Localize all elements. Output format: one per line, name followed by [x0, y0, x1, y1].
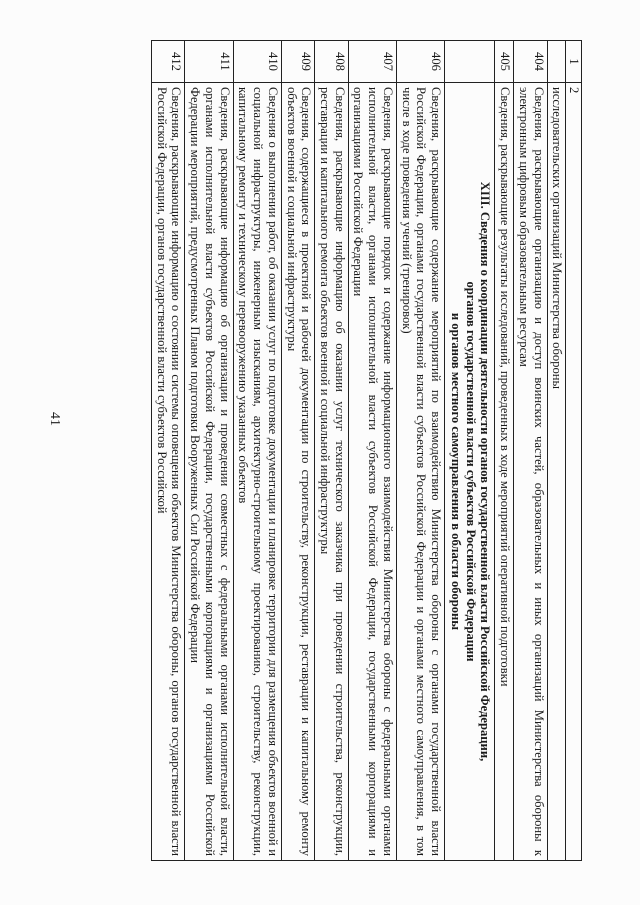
table-row [396, 41, 444, 861]
text-line: XIII. Сведения о координации деятельности органов государственной власти Российской Федерации, [478, 181, 493, 762]
table-row [495, 41, 514, 861]
table-row [281, 41, 314, 861]
page-number: 41 [47, 412, 62, 426]
item-description [151, 83, 184, 861]
item-description [495, 83, 514, 861]
item-number: 408 [315, 41, 348, 83]
text-line: Сведения, содержащиеся в проектной и рабочей документации по строительству, реконструкции, реставрации и капитальному ремонту объектов военной и социальной инфраструктуры [284, 87, 314, 856]
table-row [151, 41, 184, 861]
text-line: Сведения, раскрывающие содержание мероприятий по взаимодействию Министерства обороны с органами государственной власти Российской Федерации, органами государственной власти субъектов Российской Федерации и органами местного самоуправления, в том числе в ходе проведения учений (тренировок) [399, 87, 444, 856]
rotated-table-frame [88, 40, 582, 860]
text-line: Сведения о выполнении работ, об оказании услуг по подготовке документации и планировке территории для размещения объектов военной и социальной инфраструктуры, инженерным изысканиям, архитектурно-строительному проектированию, строительству, реконструкции, капитальному ремонту и техническому перевооружению указанных объектов [236, 87, 280, 856]
table-row [348, 41, 396, 861]
section-heading [445, 83, 495, 861]
item-number: 406 [396, 41, 444, 83]
table-row [233, 41, 281, 861]
information-list-table [151, 40, 582, 861]
item-description [514, 83, 547, 861]
item-number: 407 [348, 41, 396, 83]
item-number: 412 [151, 41, 184, 83]
item-description [281, 83, 314, 861]
text-line: и органов местного самоуправления в области обороны [448, 312, 463, 631]
item-number [547, 41, 566, 83]
text-line: Сведения, раскрывающие информацию об организации и проведении совместных с федеральными органами исполнительной власти, органами исполнительной власти субъектов Российской Федерации, государственными корпорациями и организациями Российской Федерации мероприятий, предусмотренных Планом подготовки Вооруженных Сил Российской Федерации [188, 87, 232, 856]
item-number: 409 [281, 41, 314, 83]
item-description [185, 83, 233, 861]
text-line: Сведения, раскрывающие организацию и доступ воинских частей, образовательных и иных организаций Министерства обороны к электронным цифровым образовательным ресурсам [516, 87, 546, 856]
item-description [547, 83, 566, 861]
table-row [514, 41, 547, 861]
item-number: 405 [495, 41, 514, 83]
item-description [233, 83, 281, 861]
item-description [315, 83, 348, 861]
item-description [348, 83, 396, 861]
column-2-header: 2 [566, 83, 582, 861]
item-number: 404 [514, 41, 547, 83]
item-number [445, 41, 495, 83]
text-line: Сведения, раскрывающие порядок и содержание информационного взаимодействия Министерства обороны с федеральными органами исполнительной власти, органами исполнительной власти субъектов Российской Федерации, государственными корпорациями и организациями Российской Федерации [351, 87, 395, 856]
item-description [396, 83, 444, 861]
column-1-header: 1 [566, 41, 582, 83]
item-number: 410 [233, 41, 281, 83]
column-number-header-row [566, 41, 582, 861]
text-line: Сведения, раскрывающие результаты исследований, проведенных в ходе мероприятий оперативной подготовки [498, 87, 513, 687]
text-line: органов государственной власти субъектов Российской Федерации [463, 281, 478, 662]
table-body [151, 41, 581, 861]
table-row [315, 41, 348, 861]
text-line: Сведения, раскрывающие информацию об оказании услуг технического заказчика при проведении строительства, реконструкции, реставрации и капитального ремонта объектов военной и социальной инфраструктуры [317, 87, 347, 856]
item-number: 411 [185, 41, 233, 83]
text-line: Сведения, раскрывающие информацию о состоянии системы оповещения объектов Министерства обороны, органов государственной власти Российской Федерации, органов государственной власти субъектов Российской [154, 87, 184, 856]
table-row [547, 41, 566, 861]
text-line: исследовательских организаций Министерства обороны [550, 87, 565, 389]
section-heading-row [445, 41, 495, 861]
table-row [185, 41, 233, 861]
